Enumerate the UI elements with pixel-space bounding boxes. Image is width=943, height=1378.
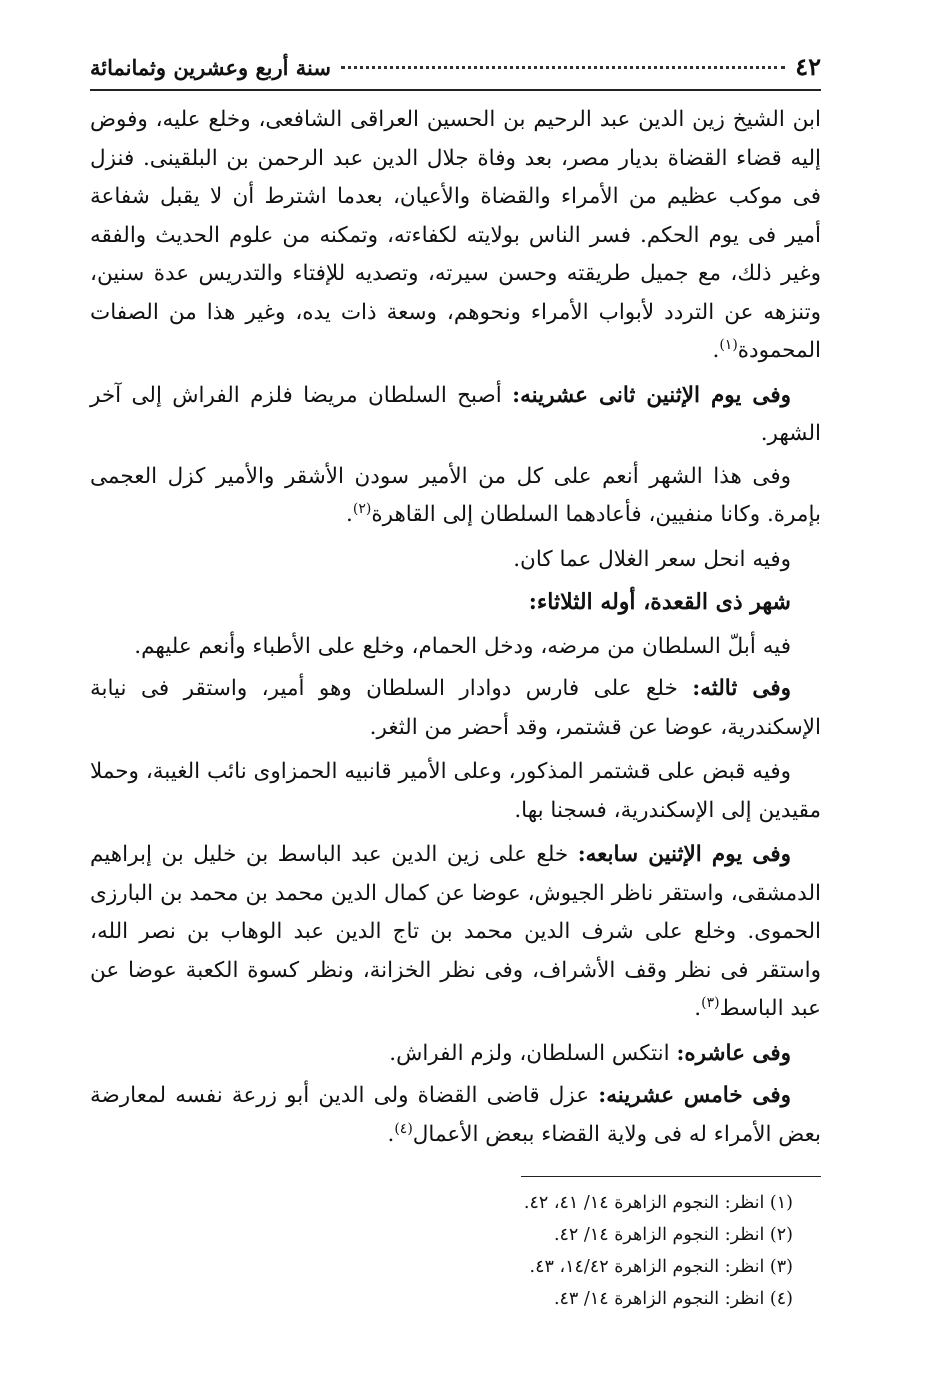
running-header [90,52,821,91]
leader-dots [341,66,785,69]
paragraph: وفى هذا الشهر أنعم على كل من الأمير سودن الأشقر والأمير كزل العجمى بإمرة. وكانا منفيين، فأعادهما السلطان إلى القاهرة$^{(٢)}$. [90,463,821,527]
date-lead: وفى يوم الإثنين سابعه: [577,842,791,867]
footnote-ref: (١) [719,336,738,353]
main-text [90,101,821,1154]
footnote-separator [521,1176,821,1177]
paragraph: ابن الشيخ زين الدين عبد الرحيم بن الحسين العراقى الشافعى، وخلع عليه، وفوض إليه قضاء القضاة بديار مصر، بعد وفاة جلال الدين عبد الرحمن بن البلقينى. فنزل فى موكب عظيم من الأمراء والقضاة والأعيان، بعدما اشترط أن لا يقبل شفاعة أمير فى يوم الحكم. فسر الناس بولايته لكفاءته، وتمكنه من علوم الحديث والفقه وغير ذلك، مع جميل طريقته وحسن سيرته، وتصديه للإفتاء والتدريس عدة سنين، وتنزهه عن التردد لأبواب الأمراء ونحوهم، وسعة ذات يده، وغير هذا من الصفات المحمودة$^{(١)}$. [90,107,821,363]
paragraph: فيه أبلّ السلطان من مرضه، ودخل الحمام، وخلع على الأطباء وأنعم عليهم. [134,633,791,659]
paragraph: وفى يوم الإثنين ثانى عشرينه: أصبح السلطان مريضا فلزم الفراش إلى آخر الشهر. [90,382,821,446]
footnote: (١) انظر: النجوم الزاهرة ١٤/ ٤١، ٤٢. [523,1193,793,1213]
date-lead: وفى ثالثه: [692,676,791,701]
footnote: (٣) انظر: النجوم الزاهرة ١٤/٤٢، ٤٣. [529,1257,793,1277]
footnote-ref: (٢) [352,500,372,517]
date-lead: وفى يوم الإثنين ثانى عشرينه: [512,382,791,408]
paragraph: وفى خامس عشرينه: عزل قاضى القضاة ولى الدين أبو زرعة نفسه لمعارضة بعض الأمراء له فى ولاية القضاء ببعض الأعمال$^{(٤)}$. [90,1083,821,1147]
paragraph: وفى ثالثه: خلع على فارس دوادار السلطان وهو أمير، واستقر فى نيابة الإسكندرية، عوضا عن قشتمر، وقد أحضر من الثغر. [90,676,821,740]
page-number: ٤٢ [795,52,821,81]
date-lead: وفى خامس عشرينه: [598,1083,791,1108]
footnote-ref: (٣) [701,994,720,1011]
paragraph: وفى يوم الإثنين سابعه: خلع على زين الدين عبد الباسط بن خليل بن إبراهيم الدمشقى، واستقر ناظر الجيوش، عوضا عن كمال الدين محمد بن محمد بن البارزى الحموى. وخلع على شرف الدين محمد بن تاج الدين عبد الوهاب بن نصر الله، واستقر فى نظر وقف الأشراف، وفى نظر الخزانة، ونظر كسوة الكعبة عوضا عن عبد الباسط$^{(٣)}$. [90,842,821,1021]
footnote-ref: (٤) [394,1120,413,1137]
paragraph: وفى عاشره: انتكس السلطان، ولزم الفراش. [389,1040,791,1066]
footnote: (٤) انظر: النجوم الزاهرة ١٤/ ٤٣. [553,1289,793,1309]
footnote: (٢) انظر: النجوم الزاهرة ١٤/ ٤٢. [553,1225,793,1245]
date-lead: وفى عاشره: [676,1040,791,1066]
footnotes [90,1187,821,1315]
running-title: سنة أربع وعشرين وثمانمائة [90,55,331,80]
month-heading: شهر ذى القعدة، أوله الثلاثاء: [528,589,791,615]
paragraph: وفيه قبض على قشتمر المذكور، وعلى الأمير قانبيه الحمزاوى نائب الغيبة، وحملا مقيدين إلى الإسكندرية، فسجنا بها. [90,759,821,823]
paragraph: وفيه انحل سعر الغلال عما كان. [513,546,791,572]
